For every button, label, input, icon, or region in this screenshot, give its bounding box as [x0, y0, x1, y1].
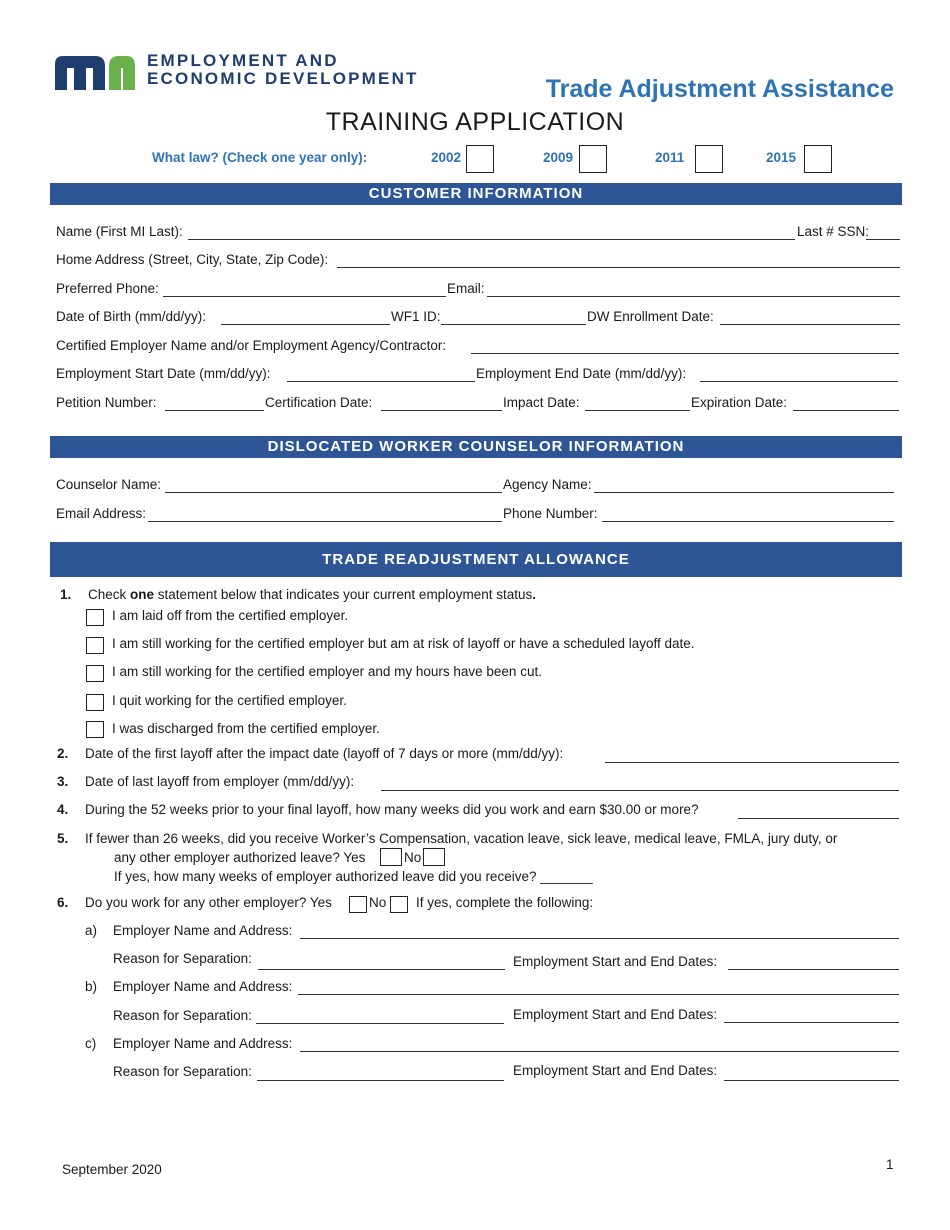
employer-letter: c) [85, 1036, 97, 1051]
employer-name-field[interactable] [300, 1051, 899, 1052]
employer-letter: a) [85, 923, 98, 938]
dates-label: Employment Start and End Dates: [513, 1063, 718, 1078]
customer-section-header: CUSTOMER INFORMATION [50, 183, 902, 205]
law-year-2015: 2015 [766, 150, 797, 165]
ssn-field[interactable] [866, 239, 900, 240]
q1-number: 1. [60, 587, 72, 602]
reason-label: Reason for Separation: [113, 951, 252, 966]
q3-number: 3. [57, 774, 69, 789]
phone-field[interactable] [163, 296, 446, 297]
q1-text-pre: Check [88, 587, 131, 602]
q6-no-checkbox[interactable] [390, 896, 408, 913]
logo-line-1: EMPLOYMENT AND [147, 51, 339, 70]
agency-name-label: Agency Name: [503, 477, 592, 492]
counselor-email-field[interactable] [148, 521, 502, 522]
q1-option-label: I am laid off from the certified employer. [112, 608, 349, 623]
employer-letter: b) [85, 979, 98, 994]
form-title: TRAINING APPLICATION [325, 108, 625, 136]
q5-text-line2: any other employer authorized leave? Yes [114, 850, 366, 865]
q1-option-label: I quit working for the certified employer. [112, 693, 347, 708]
expiration-date-field[interactable] [793, 410, 899, 411]
impact-date-field[interactable] [585, 410, 690, 411]
counselor-phone-field[interactable] [602, 521, 894, 522]
q6-text: Do you work for any other employer? Yes [85, 895, 332, 910]
address-label: Home Address (Street, City, State, Zip Code): [56, 252, 329, 267]
wf1-label: WF1 ID: [391, 309, 441, 324]
law-2011-checkbox[interactable] [695, 145, 723, 173]
q3-text: Date of last layoff from employer (mm/dd/yy): [85, 774, 355, 789]
employer-label: Certified Employer Name and/or Employment Agency/Contractor: [56, 338, 447, 353]
q6-no-label: No [369, 895, 387, 910]
emp-end-label: Employment End Date (mm/dd/yy): [476, 366, 687, 381]
q4-field[interactable] [738, 818, 899, 819]
dob-label: Date of Birth (mm/dd/yy): [56, 309, 207, 324]
counselor-email-label: Email Address: [56, 506, 147, 521]
employer-name-label: Employer Name and Address: [113, 979, 293, 994]
emp-start-label: Employment Start Date (mm/dd/yy): [56, 366, 271, 381]
q5-number: 5. [57, 831, 69, 846]
reason-label: Reason for Separation: [113, 1008, 252, 1023]
name-label: Name (First MI Last): [56, 224, 183, 239]
emp-end-field[interactable] [700, 381, 898, 382]
q5-no-checkbox[interactable] [423, 848, 445, 866]
cert-date-label: Certification Date: [265, 395, 373, 410]
counselor-name-field[interactable] [165, 492, 502, 493]
address-field[interactable] [337, 267, 900, 268]
agency-name-field[interactable] [594, 492, 894, 493]
employer-name-label: Employer Name and Address: [113, 923, 293, 938]
q1-option-checkbox[interactable] [86, 609, 104, 626]
petition-label: Petition Number: [56, 395, 157, 410]
q3-field[interactable] [381, 790, 899, 791]
wf1-field[interactable] [441, 324, 586, 325]
tra-section-header: TRADE READJUSTMENT ALLOWANCE [50, 542, 902, 577]
emp-start-field[interactable] [287, 381, 475, 382]
employer-name-label: Employer Name and Address: [113, 1036, 293, 1051]
q1-text-period: . [532, 587, 536, 602]
q2-number: 2. [57, 746, 69, 761]
employer-field[interactable] [471, 353, 899, 354]
dates-field[interactable] [724, 1080, 899, 1081]
dates-label: Employment Start and End Dates: [513, 1007, 718, 1022]
counselor-section-header: DISLOCATED WORKER COUNSELOR INFORMATION [50, 436, 902, 458]
q4-number: 4. [57, 802, 69, 817]
mn-logo-icon [55, 54, 137, 90]
name-field[interactable] [188, 239, 795, 240]
petition-field[interactable] [165, 410, 264, 411]
page-number: 1 [886, 1157, 894, 1172]
q6-instruction: If yes, complete the following: [416, 895, 594, 910]
q2-field[interactable] [605, 762, 899, 763]
law-2009-checkbox[interactable] [579, 145, 607, 173]
reason-field[interactable] [258, 969, 505, 970]
cert-date-field[interactable] [381, 410, 502, 411]
law-year-2009: 2009 [543, 150, 574, 165]
email-label: Email: [447, 281, 485, 296]
q1-text [88, 587, 536, 602]
q2-text: Date of the first layoff after the impact date (layoff of 7 days or more (mm/dd/yy): [85, 746, 564, 761]
q4-text: During the 52 weeks prior to your final layoff, how many weeks did you work and earn $30.00 or more? [85, 802, 699, 817]
program-title: Trade Adjustment Assistance [545, 75, 894, 103]
reason-field[interactable] [256, 1023, 504, 1024]
q1-option-checkbox[interactable] [86, 694, 104, 711]
q1-text-bold: one [130, 587, 155, 602]
dates-field[interactable] [724, 1022, 899, 1023]
counselor-name-label: Counselor Name: [56, 477, 162, 492]
q1-option-label: I am still working for the certified employer and my hours have been cut. [112, 664, 542, 679]
q1-text-post: statement below that indicates your current employment status [154, 587, 533, 602]
dw-enrollment-field[interactable] [720, 324, 900, 325]
law-year-2011: 2011 [655, 150, 685, 165]
q5-text-line3: If yes, how many weeks of employer authorized leave did you receive? _______ [114, 869, 593, 884]
phone-label: Preferred Phone: [56, 281, 159, 296]
logo-line-2: ECONOMIC DEVELOPMENT [147, 69, 419, 88]
dob-field[interactable] [221, 324, 390, 325]
counselor-phone-label: Phone Number: [503, 506, 598, 521]
q5-no-label: No [404, 850, 422, 865]
ssn-label: Last # SSN: [797, 224, 870, 239]
reason-label: Reason for Separation: [113, 1064, 252, 1079]
impact-date-label: Impact Date: [503, 395, 580, 410]
expiration-date-label: Expiration Date: [691, 395, 788, 410]
dates-field[interactable] [728, 969, 899, 970]
employer-name-field[interactable] [298, 994, 899, 995]
q1-option-checkbox[interactable] [86, 721, 104, 738]
employer-name-field[interactable] [300, 938, 899, 939]
q1-option-checkbox[interactable] [86, 637, 104, 654]
q1-option-label: I was discharged from the certified employer. [112, 721, 380, 736]
dw-enrollment-label: DW Enrollment Date: [587, 309, 714, 324]
q1-option-checkbox[interactable] [86, 665, 104, 682]
law-year-2002: 2002 [431, 150, 462, 165]
q1-option-label: I am still working for the certified employer but am at risk of layoff or have a scheduled layoff date. [112, 636, 695, 651]
law-question: What law? (Check one year only): [152, 150, 368, 165]
dates-label: Employment Start and End Dates: [513, 954, 718, 969]
q6-yes-checkbox[interactable] [349, 896, 367, 913]
q6-number: 6. [57, 895, 69, 910]
law-2015-checkbox[interactable] [804, 145, 832, 173]
q5-text-line1: If fewer than 26 weeks, did you receive Worker’s Compensation, vacation leave, sick leave, medical leave, FMLA, jury duty, or [85, 831, 838, 846]
email-field[interactable] [487, 296, 900, 297]
reason-field[interactable] [257, 1080, 504, 1081]
q5-yes-checkbox[interactable] [380, 848, 402, 866]
footer-date: September 2020 [62, 1162, 162, 1177]
law-2002-checkbox[interactable] [466, 145, 494, 173]
